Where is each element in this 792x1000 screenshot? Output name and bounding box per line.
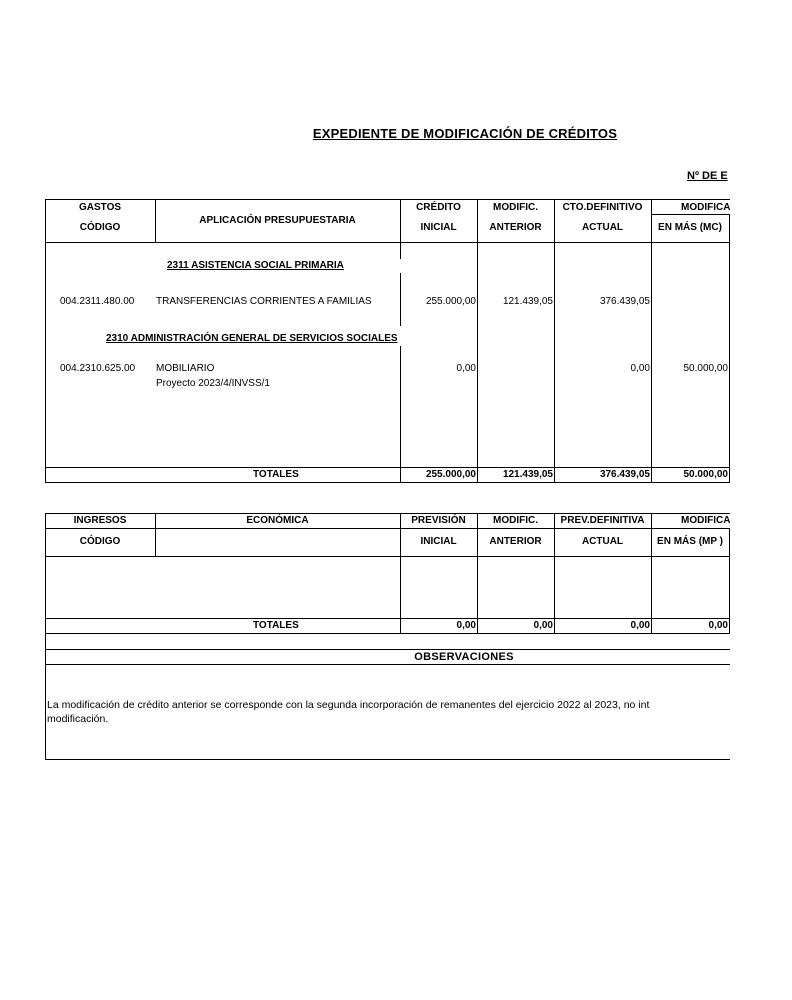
header-prev-definitiva: PREV.DEFINITIVA	[560, 515, 645, 526]
total-modific-anterior: 0,00	[533, 620, 553, 631]
total-modific-anterior: 121.439,05	[502, 469, 553, 480]
page-title: EXPEDIENTE DE MODIFICACIÓN DE CRÉDITOS	[312, 126, 618, 141]
header-credito: CRÉDITO	[416, 202, 461, 213]
header-aplicacion: APLICACIÓN PRESUPUESTARIA	[199, 215, 356, 226]
row-modific-anterior: 121.439,05	[502, 296, 553, 307]
observaciones-text-line1: La modificación de crédito anterior se corresponde con la segunda incorporación de remanentes del ejercicio 2022 al 2023, no int	[47, 699, 650, 711]
header-gastos: GASTOS	[78, 202, 122, 213]
total-en-mas: 0,00	[708, 620, 728, 631]
row-codigo: 004.2311.480.00	[60, 296, 135, 307]
expediente-number-label: Nº DE E	[687, 170, 728, 182]
header-inicial: INICIAL	[420, 222, 457, 233]
header-codigo: CÓDIGO	[79, 222, 121, 233]
row-credito-inicial: 255.000,00	[425, 296, 476, 307]
row-en-mas: 50.000,00	[683, 363, 728, 374]
row-proyecto: Proyecto 2023/4/INVSS/1	[156, 378, 270, 389]
header-en-mas: EN MÁS (MC)	[658, 222, 722, 233]
row-cto-definitivo: 376.439,05	[599, 296, 650, 307]
total-cto-definitivo: 376.439,05	[599, 469, 650, 480]
observaciones-text-line2: modificación.	[47, 713, 109, 725]
header-actual: ACTUAL	[581, 536, 624, 547]
header-economica: ECONÓMICA	[246, 515, 309, 526]
row-cto-definitivo: 0,00	[630, 363, 650, 374]
total-en-mas: 50.000,00	[683, 469, 728, 480]
header-ingresos: INGRESOS	[73, 515, 127, 526]
total-credito-inicial: 255.000,00	[425, 469, 476, 480]
header-cto-definitivo: CTO.DEFINITIVO	[562, 202, 643, 213]
header-modific: MODIFIC.	[493, 515, 538, 526]
row-codigo: 004.2310.625.00	[60, 363, 136, 374]
totals-label: TOTALES	[253, 469, 299, 480]
header-modifica: MODIFICA	[681, 202, 730, 213]
header-en-mas: EN MÁS (MP )	[657, 536, 723, 547]
header-prevision: PREVISIÓN	[411, 515, 466, 526]
header-codigo: CÓDIGO	[79, 536, 121, 547]
row-descripcion: TRANSFERENCIAS CORRIENTES A FAMILIAS	[156, 296, 372, 307]
section-heading: 2310 ADMINISTRACIÓN GENERAL DE SERVICIOS SOCIALES	[106, 333, 398, 344]
header-actual: ACTUAL	[581, 222, 624, 233]
header-inicial: INICIAL	[420, 536, 457, 547]
row-descripcion: MOBILIARIO	[156, 363, 215, 374]
header-modific: MODIFIC.	[493, 202, 538, 213]
row-credito-inicial: 0,00	[456, 363, 476, 374]
totals-label: TOTALES	[253, 620, 299, 631]
observaciones-title: OBSERVACIONES	[414, 651, 514, 663]
section-heading: 2311 ASISTENCIA SOCIAL PRIMARIA	[167, 260, 344, 271]
header-anterior: ANTERIOR	[489, 222, 542, 233]
header-anterior: ANTERIOR	[489, 536, 542, 547]
header-modifica: MODIFICA	[681, 515, 730, 526]
total-prevision-inicial: 0,00	[456, 620, 476, 631]
total-prev-definitiva: 0,00	[630, 620, 650, 631]
